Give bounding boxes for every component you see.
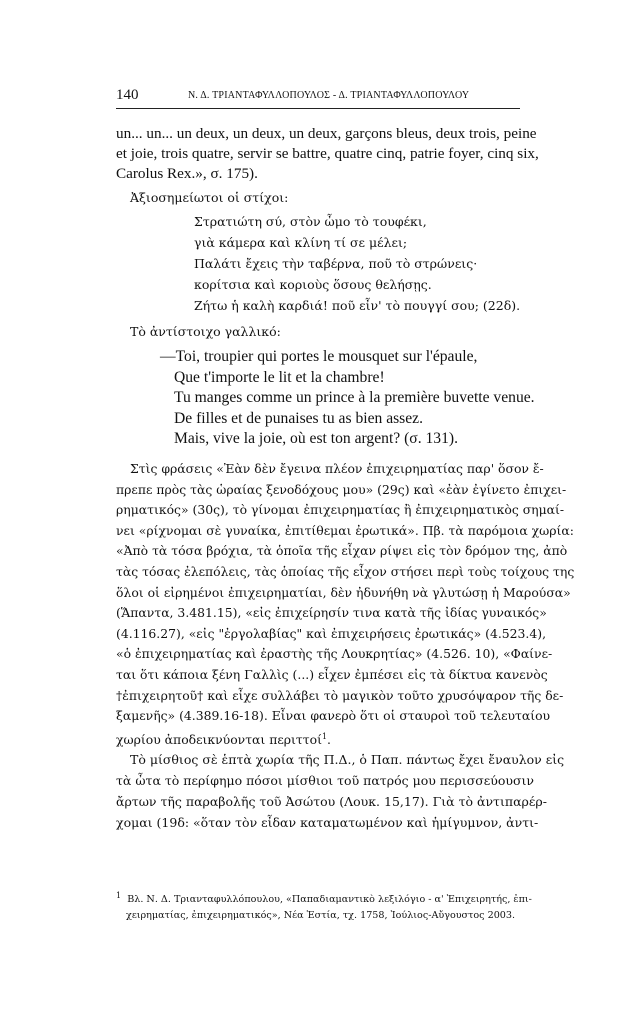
text-line: «Ἀπὸ τὰ τόσα βρόχια, τὰ ὁποῖα τῆς εἶχαν ρίψει εἰς τὸν δρόμον της, ἀπὸ: [116, 543, 568, 559]
text-line: ται ὅτι κάποια ξένη Γαλλὶς (...) εἶχεν ἐμπέσει εἰς τὰ δίκτυα κανενὸς: [116, 666, 548, 682]
text-span: χωρίου ἀποδεικνύονται περιττοί: [116, 731, 322, 747]
main-paragraph: [116, 459, 575, 750]
text-line: «ὁ ἐπιχειρηματίας καὶ ἐραστὴς τῆς Λουκρητίας» (4.526. 10), «Φαίνε-: [116, 646, 553, 662]
text-line: †ἐπιχειρητοῦ† καὶ εἶχε συλλάβει τὸ μαγικὸν τοῦτο χρυσόψαρον τῆς δε-: [116, 687, 564, 703]
french-intro: Τὸ ἀντίστοιχο γαλλικό:: [130, 323, 281, 339]
text-line: πρεπε πρὸς τὰς ὡραίας ξενοδόχους μου» (29ς) καὶ «ἐὰν ἐγίνετο ἐπιχει-: [116, 481, 567, 497]
text-line: ὅλοι οἱ εἰρημένοι ἐπιχειρηματίαι, δὲν ἠδυνήθη νὰ γλυτώσῃ ἡ Μαρούσα»: [116, 584, 571, 600]
poem-line: Παλάτι ἔχεις τὴν ταβέρνα, ποῦ τὸ στρώνεις·: [194, 255, 478, 271]
text-line: et joie, trois quatre, servir se battre, quatre cinq, patrie foyer, cinq six,: [116, 145, 539, 163]
footnote-line: χειρηματίας, ἐπιχειρηματικός», Νέα Ἑστία, τχ. 1758, Ἰούλιος-Αὔγουστος 2003.: [126, 910, 516, 922]
french-poem: [116, 347, 535, 450]
text-line: χομαι (19δ: «ὅταν τὸν εἶδαν καταματωμένον καὶ ἡμίγυμνον, ἀντι-: [116, 814, 539, 830]
poem-line: γιὰ κάμερα καὶ κλίνη τί σε μέλει;: [194, 234, 408, 250]
poem-line: —Toi, troupier qui portes le mousquet sur l'épaule,: [160, 348, 478, 366]
footnote-text: Βλ. Ν. Δ. Τριανταφυλλόπουλου, «Παπαδιαμαντικὸ λεξιλόγιο - α' Ἐπιχειρητής, ἐπι-: [127, 894, 532, 906]
text-line: (Ἅπαντα, 3.481.15), «εἰς ἐπιχείρησίν τινα κατὰ τῆς ἰδίας γυναικός»: [116, 605, 547, 621]
text-line: νει «ρίχνομαι σὲ γυναίκα, ἐπιτίθεμαι ἐρωτικά». Πβ. τὰ παρόμοια χωρία:: [116, 522, 574, 538]
text-line: Στὶς φράσεις «Ἐὰν δὲν ἔγεινα πλέον ἐπιχειρηματίας παρ' ὅσον ἔ-: [130, 460, 544, 476]
footnote: [116, 888, 532, 924]
poem-line: Στρατιώτη σύ, στὸν ὦμο τὸ τουφέκι,: [194, 213, 427, 229]
text-line: Carolus Rex.», σ. 175).: [116, 165, 258, 183]
greek-poem: [116, 211, 528, 316]
text-line: un... un... un deux, un deux, un deux, garçons bleus, deux trois, peine: [116, 125, 537, 142]
page-body: [116, 124, 575, 834]
poem-line: Ζήτω ἡ καλὴ καρδιά! ποῦ εἶν' τὸ πουγγί σου; (22δ).: [194, 297, 521, 313]
footnote-reference[interactable]: 1: [321, 731, 328, 741]
text-span: .: [327, 731, 331, 747]
text-line: (4.116.27), «εἰς "ἐργολαβίας" καὶ ἐπιχειρήσεις ἐρωτικάς» (4.523.4),: [116, 625, 547, 641]
page-number: 140: [116, 87, 139, 103]
poem-line: De filles et de punaises tu as bien assez.: [174, 409, 423, 427]
footnote-line: [116, 888, 532, 908]
poem-line: Mais, vive la joie, où est ton argent? (σ. 131).: [174, 430, 458, 448]
text-line: τὰς τόσας ἐλεπόλεις, τὰς ὁποίας τῆς εἶχον στήσει περὶ τοὺς τοίχους της: [116, 563, 575, 579]
poem-line: Que t'importe le lit et la chambre!: [174, 368, 385, 386]
text-line: τὰ ὦτα τὸ περίφημο πόσοι μίσθιοι τοῦ πατρός μου περισσεύουσιν: [116, 773, 535, 789]
running-head: Ν. Δ. ΤΡΙΑΝΤΑΦΥΛΛΟΠΟΥΛΟΣ - Δ. ΤΡΙΑΝΤΑΦΥΛΛΟΠΟΥΛΟΥ: [188, 90, 470, 101]
poem-line: Tu manges comme un prince à la première buvette venue.: [174, 389, 535, 407]
text-line: [116, 727, 528, 751]
footnote-number: 1: [116, 891, 122, 900]
page-header: [116, 86, 520, 109]
text-line: ἄρτων τῆς παραβολῆς τοῦ Ἀσώτου (Λουκ. 15,17). Γιὰ τὸ ἀντιπαρέρ-: [116, 794, 547, 810]
remark-line: Ἀξιοσημείωτοι οἱ στίχοι:: [130, 189, 289, 205]
text-line: Τὸ μίσθιος σὲ ἑπτὰ χωρία τῆς Π.Δ., ὁ Παπ. πάντως ἔχει ἔναυλον εἰς: [130, 752, 565, 768]
text-line: ρηματικός» (30ς), τὸ γίνομαι ἐπιχειρηματίας ἢ ἐπιχειρηματικὸς σημαί-: [116, 502, 565, 518]
second-paragraph: [116, 750, 565, 833]
text-line: ξαμενῆς» (4.389.16-18). Εἶναι φανερὸ ὅτι οἱ σταυροὶ τοῦ τελευταίου: [116, 708, 551, 724]
poem-line: κορίτσια καὶ κοριοὺς ὅσους θελήσῃς.: [194, 276, 432, 292]
intro-quote: [116, 124, 539, 185]
